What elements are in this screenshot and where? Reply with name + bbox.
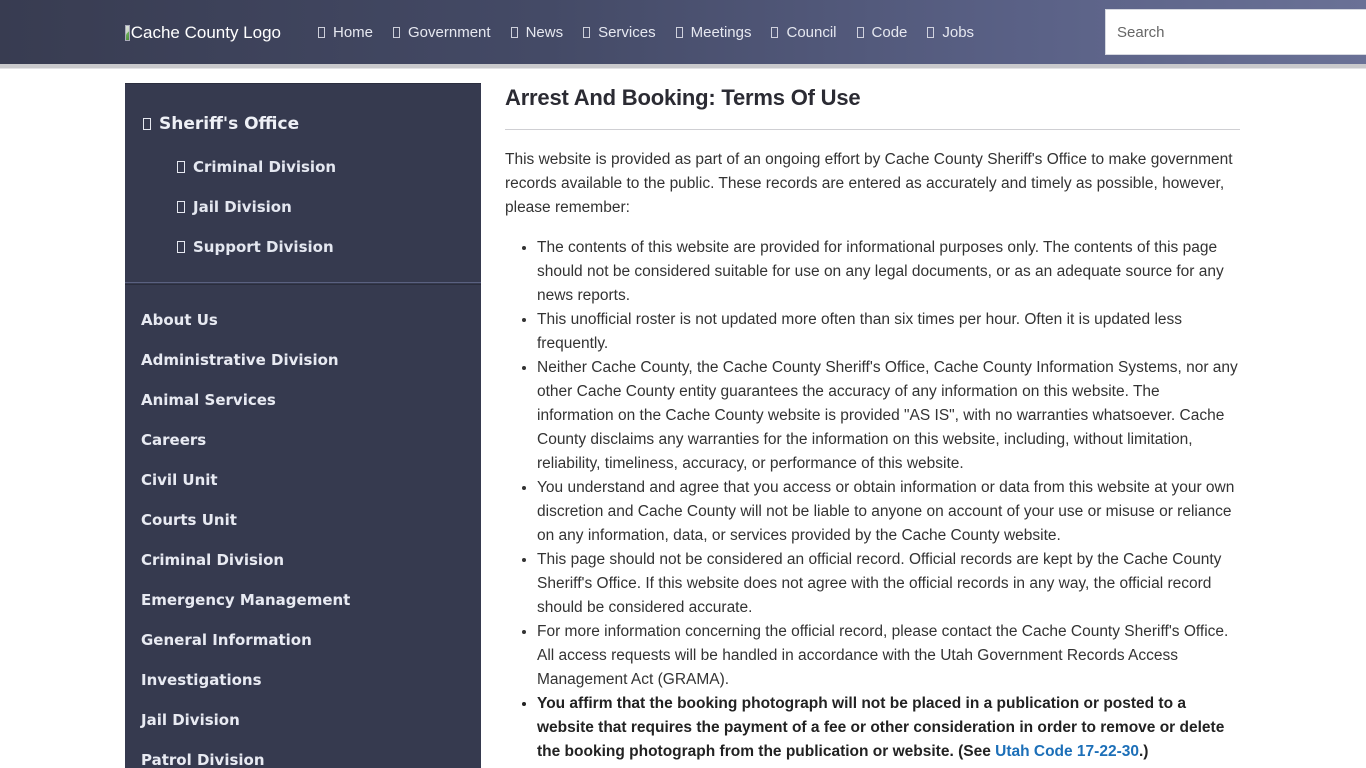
sidebar-link-general-information[interactable]: General Information (141, 631, 312, 649)
affirmation-suffix: .) (1138, 743, 1149, 760)
sidebar-item-label: Jail Division (193, 198, 292, 216)
nav-label: Jobs (942, 23, 975, 41)
sidebar-link-civil-unit[interactable]: Civil Unit (141, 471, 218, 489)
sidebar-link-animal-services[interactable]: Animal Services (141, 391, 276, 409)
nav-jobs[interactable] (917, 0, 984, 64)
sidebar-divider (125, 282, 481, 285)
nav-home[interactable] (308, 0, 383, 64)
home-icon (318, 27, 325, 38)
chevron-icon (177, 201, 185, 213)
services-icon (583, 27, 590, 38)
logo-alt-text: Cache County Logo (130, 23, 281, 42)
nav-label: Services (598, 23, 656, 41)
sidebar-link-patrol-division[interactable]: Patrol Division (141, 751, 265, 768)
sidebar-item-label: Sheriff's Office (159, 114, 300, 134)
sidebar-link-emergency-management[interactable]: Emergency Management (141, 591, 351, 609)
broken-image-icon (125, 25, 130, 41)
terms-item: • This unofficial roster is not updated more often than six times per hour. Often it is updated less frequently. (537, 308, 1240, 356)
main-nav (308, 0, 984, 64)
sidebar-link-investigations[interactable]: Investigations (141, 671, 262, 689)
council-icon (771, 27, 778, 38)
nav-label: Council (786, 23, 837, 41)
title-divider (505, 129, 1240, 130)
sidebar-link-courts-unit[interactable]: Courts Unit (141, 511, 237, 529)
main-content (505, 82, 1240, 764)
terms-item: • For more information concerning the official record, please contact the Cache County Sheriff's Office. All access requests will be handled in accordance with the Utah Government Records Access Management Act (GRAMA). (537, 620, 1240, 692)
sidebar-subitem-criminal-division[interactable] (177, 158, 336, 176)
header-divider (0, 64, 1366, 69)
terms-item: • Neither Cache County, the Cache County Sheriff's Office, Cache County Information Systems, nor any other Cache County entity guarantees the accuracy of any information on this website. The information on the Cache County website is provided "AS IS", with no warranties whatsoever. Cache County disclaims any warranties for the information on this website, including, without limitation, reliability, timeliness, accuracy, or performance of this website. (537, 356, 1240, 476)
chevron-icon (177, 161, 185, 173)
sidebar-item-sheriffs-office[interactable] (143, 114, 299, 134)
sidebar-link-criminal-division[interactable]: Criminal Division (141, 551, 285, 569)
sidebar (125, 83, 481, 768)
terms-item: • This page should not be considered an official record. Official records are kept by the Cache County Sheriff's Office. If this website does not agree with the official records in any way, the official record should be considered accurate. (537, 548, 1240, 620)
nav-services[interactable] (573, 0, 666, 64)
utah-code-link[interactable]: Utah Code 17-22-30 (995, 743, 1139, 760)
affirmation-text: You affirm that the booking photograph will not be placed in a publication or posted to a website that requires the payment of a fee or other consideration in order to remove or delete the booking photograph from the publication or website. (See (537, 695, 1225, 760)
sidebar-item-label: Support Division (193, 238, 334, 256)
nav-label: News (525, 23, 564, 41)
terms-item-affirmation (537, 692, 1240, 764)
sidebar-subitem-jail-division[interactable] (177, 198, 292, 216)
news-icon (511, 27, 518, 38)
jobs-icon (927, 27, 934, 38)
chevron-icon (177, 241, 185, 253)
sidebar-link-about-us[interactable]: About Us (141, 311, 218, 329)
intro-paragraph: This website is provided as part of an ongoing effort by Cache County Sheriff's Office to make government records available to the public. These records are entered as accurately and timely as possible, however, please remember: (505, 151, 1233, 216)
building-icon (143, 118, 151, 130)
search-input[interactable] (1105, 9, 1366, 55)
sidebar-link-administrative-division[interactable]: Administrative Division (141, 351, 339, 369)
sidebar-subitem-support-division[interactable] (177, 238, 334, 256)
government-icon (393, 27, 400, 38)
sidebar-link-careers[interactable]: Careers (141, 431, 207, 449)
nav-label: Code (871, 23, 908, 41)
nav-meetings[interactable] (666, 0, 762, 64)
terms-item: • The contents of this website are provided for informational purposes only. The contents of this page should not be considered suitable for use on any legal documents, or as an adequate source for any news reports. (537, 236, 1240, 308)
terms-item: • You understand and agree that you access or obtain information or data from this website at your own discretion and Cache County will not be liable to anyone on account of your use or misuse or reliance on any information, data, or services provided by the Cache County website. (537, 476, 1240, 548)
nav-government[interactable] (383, 0, 501, 64)
sidebar-link-jail-division[interactable]: Jail Division (141, 711, 240, 729)
county-logo[interactable] (125, 22, 281, 44)
terms-list (505, 236, 1240, 764)
code-icon (857, 27, 864, 38)
site-header (0, 0, 1366, 64)
nav-label: Government (408, 23, 491, 41)
page-title: Arrest And Booking: Terms Of Use (505, 85, 861, 110)
nav-news[interactable] (501, 0, 574, 64)
meetings-icon (676, 27, 683, 38)
nav-label: Home (333, 23, 374, 41)
nav-label: Meetings (690, 23, 752, 41)
nav-code[interactable] (847, 0, 918, 64)
nav-council[interactable] (761, 0, 846, 64)
sidebar-item-label: Criminal Division (193, 158, 337, 176)
